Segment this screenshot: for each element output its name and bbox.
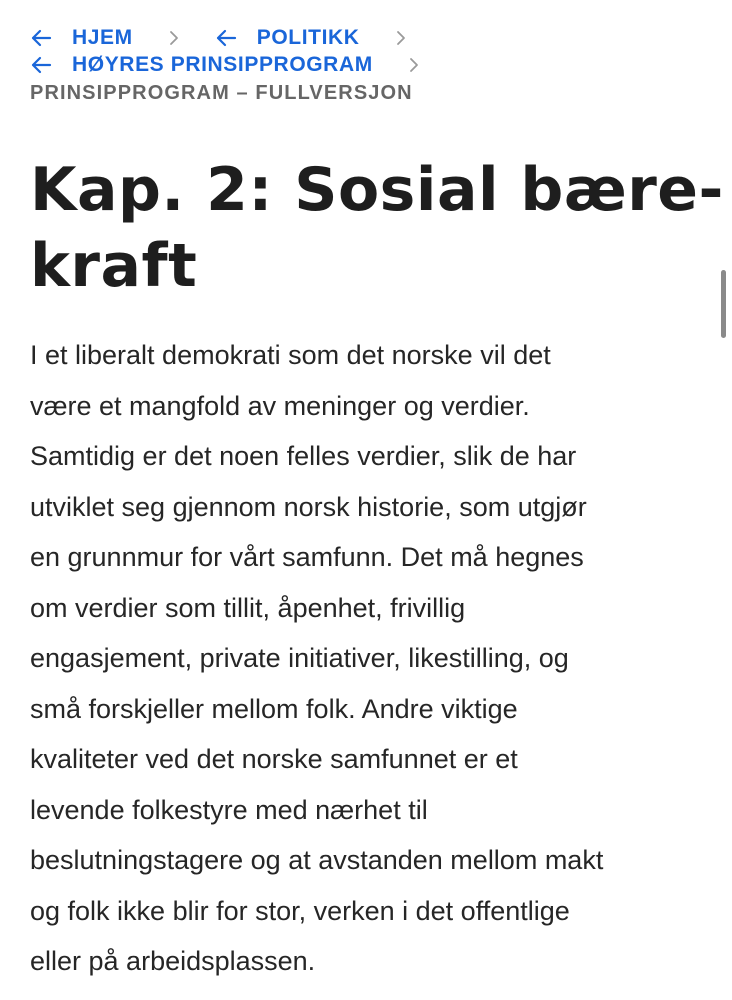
breadcrumb-label: HØYRES PRINSIPPROGRAM bbox=[72, 53, 373, 76]
page-title-line: kraft bbox=[30, 231, 198, 301]
text-line: utviklet seg gjennom norsk historie, som utgjør bbox=[30, 491, 587, 522]
text-line: en grunnmur for vårt samfunn. Det må hegnes bbox=[30, 542, 584, 572]
arrow-left-icon bbox=[30, 29, 52, 47]
breadcrumb-link-hjem[interactable] bbox=[30, 26, 133, 50]
chevron-right-icon bbox=[394, 29, 408, 47]
text-line: om verdier som tillit, åpenhet, frivillig bbox=[30, 592, 466, 623]
text-line: og folk ikke blir for stor, verken i det offentlige bbox=[30, 895, 570, 926]
text-line: beslutningstagere og at avstanden mellom makt bbox=[30, 845, 604, 875]
arrow-left-icon bbox=[215, 29, 237, 47]
breadcrumb-label: POLITIKK bbox=[256, 26, 360, 49]
page-title bbox=[30, 152, 724, 304]
page-title-line: Kap. 2: Sosial bære- bbox=[30, 155, 724, 225]
breadcrumb-row bbox=[30, 78, 690, 106]
scrollbar-thumb[interactable] bbox=[721, 270, 726, 338]
text-line: engasjement, private initiativer, likestilling, og bbox=[30, 643, 569, 673]
chevron-right-icon bbox=[167, 29, 181, 47]
breadcrumb bbox=[30, 24, 690, 106]
breadcrumb-link-politikk[interactable] bbox=[215, 26, 360, 50]
chevron-right-icon bbox=[407, 56, 421, 74]
text-line: kvaliteter ved det norske samfunnet er et bbox=[30, 744, 518, 774]
breadcrumb-row bbox=[30, 24, 690, 52]
text-line: levende folkestyre med nærhet til bbox=[30, 794, 428, 825]
text-line: små forskjeller mellom folk. Andre viktige bbox=[30, 693, 518, 724]
article-paragraph bbox=[30, 330, 710, 987]
arrow-left-icon bbox=[30, 56, 52, 74]
breadcrumb-row bbox=[30, 52, 690, 78]
text-line: eller på arbeidsplassen. bbox=[30, 946, 316, 976]
text-line: I et liberalt demokrati som det norske vil det bbox=[30, 340, 551, 370]
text-line: Samtidig er det noen felles verdier, slik de har bbox=[30, 441, 577, 471]
breadcrumb-label: HJEM bbox=[72, 26, 133, 49]
text-line: være et mangfold av meninger og verdier. bbox=[30, 390, 530, 421]
breadcrumb-current: PRINSIPPROGRAM – FULLVERSJON bbox=[30, 81, 413, 104]
breadcrumb-link-hoyres-prinsipprogram[interactable] bbox=[30, 53, 373, 77]
